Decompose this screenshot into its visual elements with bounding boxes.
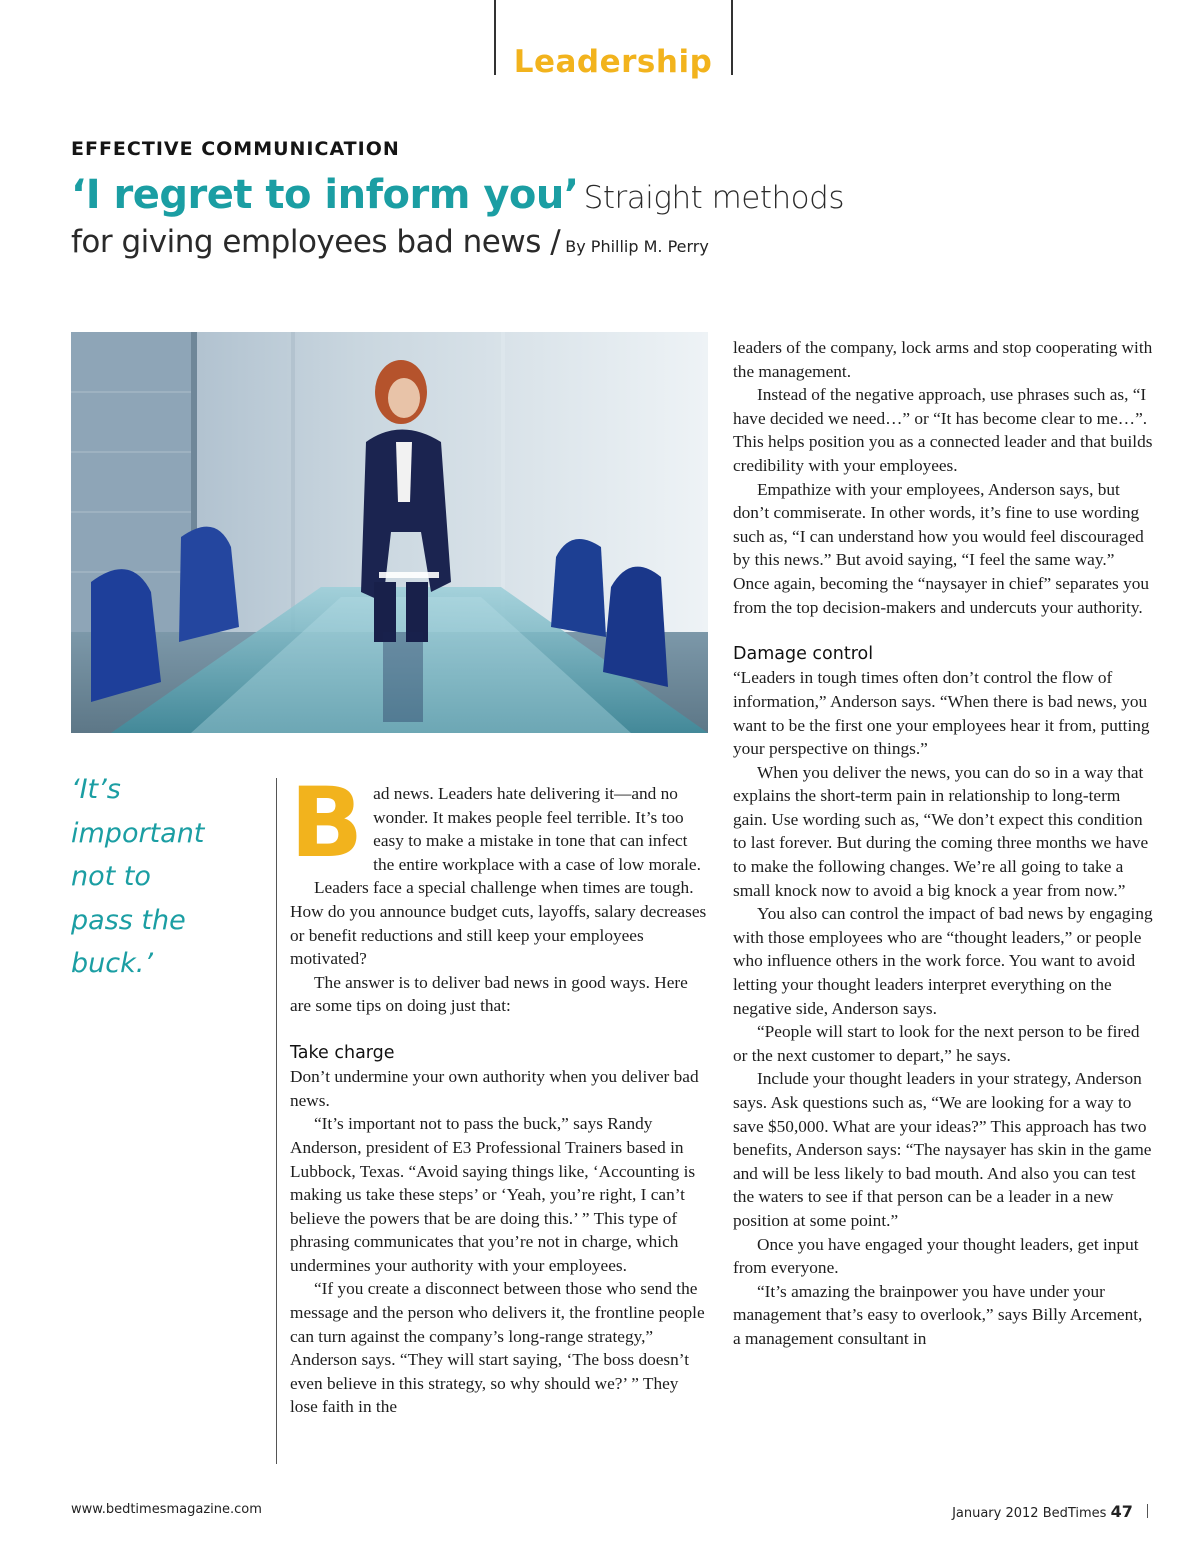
section-title: Leadership xyxy=(513,44,713,80)
section-rule-right xyxy=(731,0,733,75)
paragraph: “Leaders in tough times often don’t control the flow of information,” Anderson says. “When there is bad news, you want to be the first one your employees hear it from, putting your perspective on things.” xyxy=(733,668,1150,759)
drop-cap: B xyxy=(290,767,364,879)
footer-url: www.bedtimesmagazine.com xyxy=(71,1502,262,1517)
pull-quote-line: pass the xyxy=(71,904,186,936)
headline-line2 xyxy=(71,224,709,260)
paragraph: “If you create a disconnect between those who send the message and the person who delivers it, the frontline people can turn against the company’s long-range strategy,” Anderson says. “They will start saying, ‘The boss doesn’t even believe in this strategy, so why should we?’ ” They lose faith in the xyxy=(290,1279,705,1417)
headline-line1 xyxy=(71,172,844,218)
body-column-1 xyxy=(290,767,708,1419)
paragraph: Don’t undermine your own authority when you deliver bad news. xyxy=(290,1067,699,1110)
pull-quote-line: buck.’ xyxy=(71,948,153,979)
article-kicker: EFFECTIVE COMMUNICATION xyxy=(71,138,400,160)
article-dek-line2: for giving employees bad news / xyxy=(71,224,561,260)
paragraph: Once you have engaged your thought leaders, get input from everyone. xyxy=(733,1234,1139,1278)
paragraph: leaders of the company, lock arms and stop cooperating with the management. xyxy=(733,338,1153,381)
page-number: 47 xyxy=(1110,1502,1133,1521)
paragraph: Leaders face a special challenge when times are tough. How do you announce budget cuts, layoffs, salary decreases or benefit reductions and still keep your employees motivated? xyxy=(290,878,707,969)
subhead-damage-control: Damage control xyxy=(733,643,874,664)
paragraph: Include your thought leaders in your strategy, Anderson says. Ask questions such as, “We are looking for a way to save $50,000. What are your ideas?” This approach has two benefits, Anderson says: “The naysayer has skin in the game and will be less likely to bad mouth. And also you can test the waters to see if that person can be a leader in a new position at some point.” xyxy=(733,1069,1152,1230)
body-column-2 xyxy=(733,336,1153,1351)
article-byline: By Phillip M. Perry xyxy=(565,237,709,256)
footer-issue: January 2012 BedTimes xyxy=(952,1506,1107,1521)
article-headline: ‘I regret to inform you’ xyxy=(71,172,579,218)
paragraph: “It’s amazing the brainpower you have under your management that’s easy to overlook,” says Billy Arcement, a management consultant in xyxy=(733,1281,1143,1348)
pull-quote xyxy=(71,768,261,986)
paragraph: When you deliver the news, you can do so in a way that explains the short-term pain in relationship to long-term gain. Use wording such as, “We don’t expect this condition to last forever. But during the coming three months we have to make the following changes. We’re all going to take a small knock now to avoid a big knock a year from now.” xyxy=(733,762,1149,900)
section-rule-left xyxy=(494,0,496,75)
folio-rule xyxy=(1147,1504,1148,1518)
pull-quote-line: ‘It’s xyxy=(71,774,121,805)
article-dek-line1: Straight methods xyxy=(583,180,844,216)
article-photo xyxy=(71,332,708,733)
pull-quote-line: not to xyxy=(71,861,151,892)
subhead-take-charge: Take charge xyxy=(290,1042,395,1063)
paragraph: “People will start to look for the next person to be fired or the next customer to depart,” he says. xyxy=(733,1022,1140,1065)
paragraph: ad news. Leaders hate delivering it—and no wonder. It makes people feel terrible. It’s too easy to make a mistake in tone that can infect the entire workplace with a case of low morale. xyxy=(373,784,701,874)
paragraph: “It’s important not to pass the buck,” says Randy Anderson, president of E3 Professional Trainers based in Lubbock, Texas. “Avoid saying things like, ‘Accounting is making us take these steps’ or ‘Yeah, you’re right, I can’t believe the powers that be are doing this.’ ” This type of phrasing communicates that you’re not in charge, which undermines your authority with your employees. xyxy=(290,1114,696,1275)
footer-folio xyxy=(952,1502,1148,1521)
paragraph: Empathize with your employees, Anderson says, but don’t commiserate. In other words, it’s fine to use wording such as, “I can understand how you would feel discouraged by this news.” But avoid saying, “I feel the same way.” Once again, becoming the “naysayer in chief” separates you from the top decision-makers and undercuts your authority. xyxy=(733,479,1150,617)
paragraph: Instead of the negative approach, use phrases such as, “I have decided we need…” or “It has become clear to me…”. This helps position you as a connected leader and that builds credibility with your employees. xyxy=(733,385,1153,475)
paragraph: The answer is to deliver bad news in good ways. Here are some tips on doing just that: xyxy=(290,972,688,1016)
paragraph: You also can control the impact of bad news by engaging with those employees who are “thought leaders,” or people who influence others in the work force. You want to avoid letting your thought leaders interpret everything on the negative side, Anderson says. xyxy=(733,904,1153,1018)
column-divider xyxy=(276,778,277,1464)
pull-quote-line: important xyxy=(71,817,205,849)
